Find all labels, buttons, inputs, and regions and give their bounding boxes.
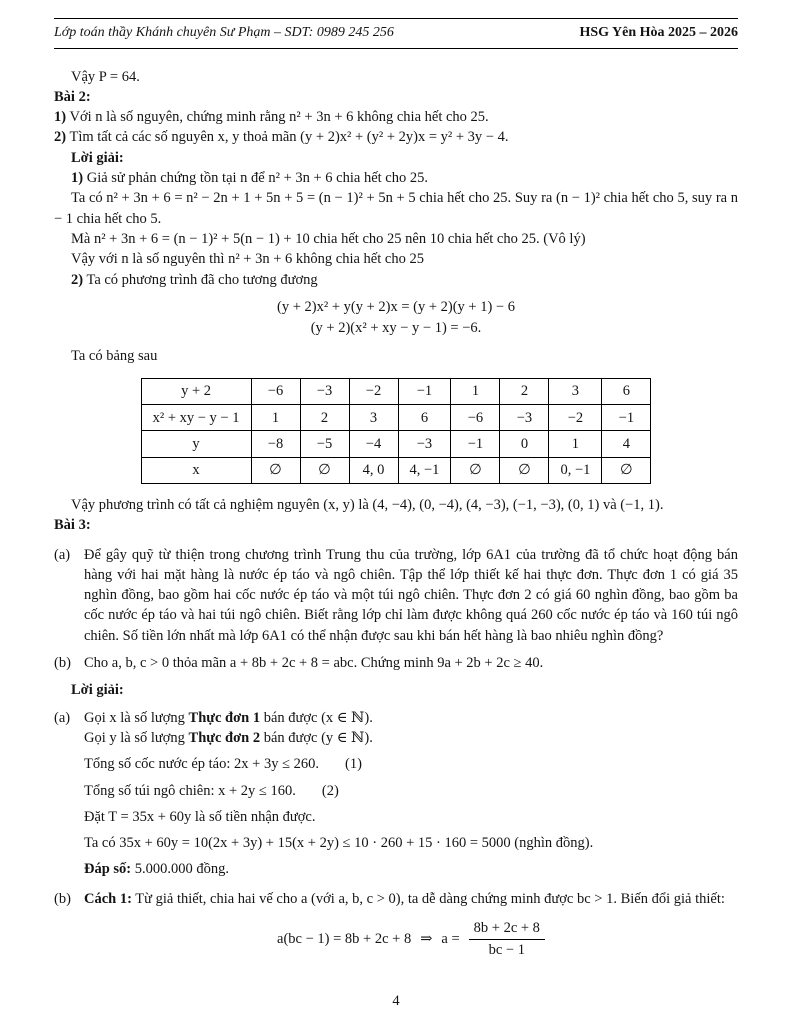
bai2-solution-5	[54, 270, 738, 290]
header-left-text: Lớp toán thầy Khánh chuyên Sư Phạm – SDT: 0989 245 256	[54, 25, 394, 40]
table-cell: −1	[602, 405, 651, 431]
table-cell: 0	[500, 431, 549, 457]
table-cell: y + 2	[141, 378, 251, 404]
table-cell: x² + xy − y − 1	[141, 405, 251, 431]
table-cell: −5	[300, 431, 349, 457]
solution-a-body	[84, 708, 738, 880]
s5-text: Ta có phương trình đã cho tương đương	[86, 271, 318, 288]
bai3-question-a	[54, 545, 738, 646]
table-row	[141, 431, 651, 457]
fraction-numerator: 8b + 2c + 8	[469, 919, 545, 940]
table-cell: 1	[549, 431, 602, 457]
table-cell: ∅	[602, 457, 651, 483]
table-cell: 3	[549, 378, 602, 404]
table-cell: −3	[398, 431, 451, 457]
solution-b-body	[84, 889, 738, 960]
equation-tag-2: (2)	[321, 782, 339, 799]
line-post: bán được (x ∈ ℕ).	[260, 709, 373, 726]
table-cell: x	[141, 457, 251, 483]
line-pre: Gọi x là số lượng	[84, 709, 189, 726]
method-label: Cách 1:	[84, 890, 132, 907]
bai2-question-2	[54, 127, 738, 147]
bai3-question-b	[54, 653, 738, 673]
table-cell: ∅	[251, 457, 300, 483]
table-cell: −3	[300, 378, 349, 404]
equation-tag-1: (1)	[345, 756, 362, 773]
solution-line: Ta có 35x + 60y = 10(2x + 3y) + 15(x + 2y) ≤ 10 · 260 + 15 · 160 = 5000 (nghìn đồng).	[84, 835, 594, 852]
line-bold: Thực đơn 2	[188, 729, 261, 746]
question-a-text: Để gây quỹ từ thiện trong chương trình Trung thu của trường, lớp 6A1 của trường đã tổ chức hoạt động bán hàng với hai mặt hàng là nước ép táo và ngô chiên. Tập thể lớp thiết kế hai thực đơn. Thực đơn 1 có giá 35 nghìn đồng, bao gồm hai cốc nước ép táo và một túi ngô chiên. Thực đơn 2 có giá 60 nghìn đồng, bao gồm ba cốc nước ép táo và hai túi ngô chiên. Biết rằng lớp chỉ làm được không quá 260 cốc nước ép táo và 160 túi ngô chiên. Số tiền lớn nhất mà lớp 6A1 có thể nhận được sau khi bán hết hàng là bao nhiêu nghìn đồng?	[84, 546, 738, 644]
table-cell: −3	[500, 405, 549, 431]
equation-lhs: a(bc − 1) = 8b + 2c + 8	[277, 931, 412, 948]
line-post: bán được (y ∈ ℕ).	[260, 729, 373, 746]
final-equation	[84, 919, 738, 960]
item-b-body	[84, 653, 738, 673]
constraint-1: Tổng số cốc nước ép táo: 2x + 3y ≤ 260.	[84, 756, 320, 773]
solution-line	[84, 781, 738, 801]
table-cell: ∅	[300, 457, 349, 483]
answer-value: 5.000.000 đồng.	[131, 861, 230, 878]
fraction-denominator: bc − 1	[488, 941, 525, 958]
page-header	[54, 18, 738, 49]
bai2-equation-block	[54, 297, 738, 339]
equation-1: (y + 2)x² + y(y + 2)x = (y + 2)(y + 1) − 6	[277, 298, 515, 315]
constraint-2: Tổng số túi ngô chiên: x + 2y ≤ 160.	[84, 782, 296, 799]
bai2-solution-4: Vậy với n là số nguyên thì n² + 3n + 6 không chia hết cho 25	[71, 251, 424, 268]
table-row	[141, 405, 651, 431]
line-pre: Gọi y là số lượng	[84, 729, 189, 746]
item-a-body	[84, 545, 738, 646]
solution-line	[84, 754, 738, 774]
bai3-solution-a	[54, 708, 738, 880]
q1-text: Với n là số nguyên, chứng minh rằng n² + 3n + 6 không chia hết cho 25.	[69, 109, 489, 126]
table-cell: ∅	[500, 457, 549, 483]
table-cell: 0, −1	[549, 457, 602, 483]
bai2-conclusion: Vậy phương trình có tất cả nghiệm nguyên (x, y) là (4, −4), (0, −4), (4, −3), (−1, −3), (0, 1) và (−1, 1).	[71, 496, 664, 513]
table-cell: −2	[349, 378, 398, 404]
table-intro: Ta có bảng sau	[71, 348, 158, 365]
bai2-solution-3: Mà n² + 3n + 6 = (n − 1)² + 5(n − 1) + 10 chia hết cho 25 nên 10 chia hết cho 25. (Vô lý)	[71, 230, 586, 247]
table-cell: y	[141, 431, 251, 457]
table-cell: 4, −1	[398, 457, 451, 483]
table-cell: −6	[451, 405, 500, 431]
s5-number: 2)	[71, 271, 84, 288]
q1-number: 1)	[54, 109, 67, 126]
result-line: Vậy P = 64.	[71, 68, 140, 85]
table-row	[141, 378, 651, 404]
line-bold: Thực đơn 1	[188, 709, 261, 726]
implies-arrow: ⇒	[420, 931, 433, 948]
table-cell: 6	[602, 378, 651, 404]
answer-label: Đáp số:	[84, 861, 132, 878]
solution-table	[141, 378, 652, 484]
page-number: 4	[392, 992, 400, 1009]
table-cell: 2	[500, 378, 549, 404]
bai3-loigiai-label: Lời giải:	[71, 682, 124, 699]
bai2-title: Bài 2:	[54, 88, 91, 105]
item-b-label: (b)	[54, 655, 71, 672]
solution-line	[84, 728, 738, 748]
table-cell: −6	[251, 378, 300, 404]
table-cell: −8	[251, 431, 300, 457]
table-cell: 3	[349, 405, 398, 431]
question-b-text: Cho a, b, c > 0 thỏa mãn a + 8b + 2c + 8 = abc. Chứng minh 9a + 2b + 2c ≥ 40.	[84, 655, 544, 672]
bai2-solution-1	[54, 168, 738, 188]
solution-line: Đặt T = 35x + 60y là số tiền nhận được.	[84, 808, 316, 825]
table-cell: ∅	[451, 457, 500, 483]
table-cell: 4	[602, 431, 651, 457]
bai3-solution-b	[54, 889, 738, 960]
table-cell: 6	[398, 405, 451, 431]
bai3-title: Bài 3:	[54, 517, 91, 534]
method-text: Từ giả thiết, chia hai vế cho a (với a, b, c > 0), ta dễ dàng chứng minh được bc > 1. Biến đổi giả thiết:	[131, 890, 725, 907]
table-cell: −4	[349, 431, 398, 457]
solution-b-text	[84, 889, 738, 909]
q2-text: Tìm tất cả các số nguyên x, y thoả mãn (y + 2)x² + (y² + 2y)x = y² + 3y − 4.	[69, 129, 509, 146]
s1-text: Giả sử phản chứng tồn tại n để n² + 3n + 6 chia hết cho 25.	[86, 170, 428, 187]
table-row	[141, 457, 651, 483]
table-cell: 2	[300, 405, 349, 431]
table-cell: 4, 0	[349, 457, 398, 483]
solution-line	[84, 708, 738, 728]
header-right-text: HSG Yên Hòa 2025 – 2026	[579, 25, 738, 40]
solution-a-lines-1-2	[84, 708, 738, 749]
solution-answer	[84, 859, 738, 879]
bai2-loigiai-label: Lời giải:	[71, 149, 124, 166]
table-cell: −1	[398, 378, 451, 404]
solution-a-label: (a)	[54, 709, 71, 726]
table-cell: 1	[251, 405, 300, 431]
solution-b-label: (b)	[54, 890, 71, 907]
equation-a-equals: a =	[441, 931, 460, 948]
table-cell: −2	[549, 405, 602, 431]
q2-number: 2)	[54, 129, 67, 146]
bai2-solution-2: Ta có n² + 3n + 6 = n² − 2n + 1 + 5n + 5 = (n − 1)² + 5n + 5 chia hết cho 25. Suy ra (n − 1)² chia hết cho 5, suy ra n − 1 chia hết cho 5.	[54, 190, 738, 227]
table-cell: 1	[451, 378, 500, 404]
fraction	[469, 919, 545, 960]
table-cell: −1	[451, 431, 500, 457]
item-a-label: (a)	[54, 546, 71, 563]
equation-2: (y + 2)(x² + xy − y − 1) = −6.	[310, 320, 482, 337]
s1-number: 1)	[71, 170, 84, 187]
bai2-question-1	[54, 107, 738, 127]
